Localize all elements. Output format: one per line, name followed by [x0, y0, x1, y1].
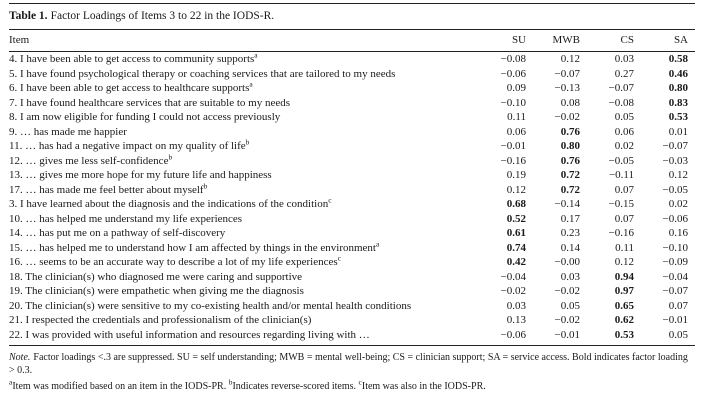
- loading-value: 0.07: [614, 183, 634, 196]
- loading-value: −0.16: [500, 154, 526, 167]
- item-text: 11. … has had a negative impact on my quality of life$^b$: [9, 139, 250, 152]
- table-footnotes: [9, 377, 695, 394]
- item-text: 7. I have found healthcare services that are suitable to my needs: [9, 96, 290, 109]
- loading-value: −0.02: [554, 314, 580, 326]
- item-text: 16. … seems to be an accurate way to describe a lot of my life experiences$^c$: [9, 255, 341, 268]
- table-row: [9, 96, 695, 111]
- loading-value: 0.13: [506, 314, 526, 326]
- loading-value: −0.10: [500, 96, 526, 109]
- table-row: [9, 255, 695, 270]
- loading-value: 0.11: [507, 111, 526, 123]
- loading-value: −0.07: [608, 82, 634, 94]
- table-row: [9, 52, 695, 67]
- item-text: 9. … has made me happier: [9, 125, 127, 138]
- loading-value: −0.09: [662, 256, 688, 268]
- footnote-marker: b: [203, 182, 208, 190]
- footnote-marker: b: [168, 153, 173, 161]
- loading-value: −0.05: [662, 183, 688, 196]
- loading-value: 0.06: [506, 125, 526, 138]
- loading-value: 0.52: [506, 212, 526, 225]
- loading-value: −0.04: [662, 270, 688, 283]
- loading-value: −0.02: [500, 285, 526, 297]
- loading-value: −0.03: [662, 154, 688, 167]
- column-header-su: SU: [479, 30, 533, 52]
- table-caption: [9, 10, 695, 23]
- loading-value: 0.12: [614, 256, 634, 268]
- loading-value: −0.01: [662, 314, 688, 326]
- footnote-marker: b: [228, 377, 233, 387]
- loading-value: 0.42: [506, 256, 526, 268]
- loading-value: 0.53: [587, 328, 641, 346]
- loading-value: 0.23: [560, 227, 580, 239]
- loading-value: −0.06: [662, 212, 688, 225]
- item-text: 4. I have been able to get access to community supports$^a$: [9, 51, 258, 65]
- table-row: [9, 284, 695, 299]
- loading-value: 0.16: [668, 227, 688, 239]
- footnote-marker: c: [328, 197, 332, 205]
- footnote-text: Item was modified based on an item in the IODS-PR.: [12, 381, 229, 392]
- factor-loadings-table: [9, 29, 695, 346]
- item-text: 19. The clinician(s) were empathetic when giving me the diagnosis: [9, 285, 304, 297]
- footnote-marker: a: [249, 81, 253, 89]
- loading-value: −0.07: [662, 285, 688, 297]
- loading-value: 0.05: [614, 111, 634, 123]
- item-text: 3. I have learned about the diagnosis and the indications of the condition$^c$: [9, 197, 332, 210]
- loading-value: −0.01: [533, 328, 587, 346]
- loading-value: −0.02: [554, 285, 580, 297]
- loading-value: 0.05: [560, 299, 580, 312]
- loading-value: −0.08: [500, 53, 526, 65]
- footnote-marker: c: [358, 377, 362, 387]
- table-row: [9, 81, 695, 96]
- loading-value: 0.02: [668, 198, 688, 210]
- top-rule: [9, 3, 695, 4]
- item-text: 22. I was provided with useful information and resources regarding living with …: [9, 328, 479, 346]
- loading-value: 0.12: [560, 53, 580, 65]
- table-row: [9, 328, 695, 346]
- table-row: [9, 168, 695, 183]
- item-text: 20. The clinician(s) were sensitive to my co-existing health and/or mental health conditions: [9, 299, 412, 312]
- footnote-text: Indicates reverse-scored items.: [232, 381, 359, 392]
- table-title: Factor Loadings of Items 3 to 22 in the IODS-R.: [50, 10, 275, 22]
- loading-value: 0.80: [560, 140, 580, 152]
- loading-value: 0.09: [506, 82, 526, 94]
- loading-value: 0.08: [560, 96, 580, 109]
- loading-value: 0.65: [614, 299, 634, 312]
- column-header-item: Item: [9, 30, 479, 52]
- loading-value: −0.07: [662, 140, 688, 152]
- loading-value: 0.80: [668, 82, 688, 94]
- loading-value: 0.94: [614, 270, 634, 283]
- table-body: [9, 52, 695, 346]
- loading-value: 0.11: [615, 241, 634, 254]
- column-header-cs: CS: [587, 30, 641, 52]
- loading-value: 0.19: [506, 169, 526, 181]
- loading-value: 0.05: [641, 328, 695, 346]
- loading-value: 0.72: [560, 183, 580, 196]
- loading-value: −0.06: [479, 328, 533, 346]
- loading-value: −0.11: [608, 169, 634, 181]
- table-row: [9, 197, 695, 212]
- loading-value: 0.46: [668, 67, 688, 80]
- loading-value: 0.03: [560, 270, 580, 283]
- loading-value: 0.62: [614, 314, 634, 326]
- loading-value: −0.02: [554, 111, 580, 123]
- table-row: [9, 154, 695, 169]
- item-text: 6. I have been able to get access to healthcare supports$^a$: [9, 81, 253, 94]
- loading-value: −0.16: [608, 227, 634, 239]
- table-row: [9, 270, 695, 285]
- header-row: [9, 30, 695, 52]
- loading-value: 0.03: [506, 299, 526, 312]
- loading-value: 0.27: [614, 67, 634, 80]
- item-text: 14. … has put me on a pathway of self-discovery: [9, 227, 226, 239]
- table-number: Table 1.: [9, 10, 48, 22]
- table-note: [9, 352, 695, 377]
- item-text: 12. … gives me less self-confidence$^b$: [9, 153, 173, 167]
- loading-value: 0.72: [560, 169, 580, 181]
- loading-value: 0.97: [614, 285, 634, 297]
- loading-value: −0.05: [608, 154, 634, 167]
- loading-value: −0.01: [500, 140, 526, 152]
- loading-value: 0.12: [668, 169, 688, 181]
- footnote-marker: c: [337, 255, 341, 263]
- loading-value: −0.07: [554, 67, 580, 80]
- loading-value: 0.58: [668, 53, 688, 65]
- loading-value: −0.06: [500, 67, 526, 80]
- item-text: 13. … gives me more hope for my future life and happiness: [9, 169, 272, 181]
- loading-value: 0.06: [614, 125, 634, 138]
- item-text: 8. I am now eligible for funding I could not access previously: [9, 111, 281, 123]
- table-row: [9, 299, 695, 314]
- loading-value: 0.02: [614, 140, 634, 152]
- footnote-marker: a: [254, 51, 258, 60]
- column-header-sa: SA: [641, 30, 695, 52]
- loading-value: 0.83: [668, 96, 688, 109]
- loading-value: 0.61: [506, 227, 526, 239]
- table-row: [9, 212, 695, 227]
- loading-value: 0.12: [506, 183, 526, 196]
- loading-value: 0.76: [560, 154, 580, 167]
- table-row: [9, 313, 695, 328]
- loading-value: −0.13: [554, 82, 580, 94]
- footnote-marker: a: [9, 377, 13, 387]
- item-text: 21. I respected the credentials and professionalism of the clinician(s): [9, 314, 312, 326]
- loading-value: −0.04: [500, 270, 526, 283]
- loading-value: −0.15: [608, 198, 634, 210]
- note-label: Note.: [9, 352, 31, 363]
- note-text: Factor loadings <.3 are suppressed. SU = self understanding; MWB = mental well-being; CS = clinician support; SA = service access. Bold indicates factor loading > 0.3.: [9, 352, 688, 376]
- loading-value: 0.07: [668, 299, 688, 312]
- loading-value: 0.53: [668, 111, 688, 123]
- loading-value: 0.74: [506, 241, 526, 254]
- loading-value: 0.01: [668, 125, 688, 138]
- item-text: 5. I have found psychological therapy or coaching services that are tailored to my needs: [9, 67, 396, 80]
- table-row: [9, 125, 695, 140]
- footnote-text: Item was also in the IODS-PR.: [361, 381, 486, 392]
- table-row: [9, 110, 695, 125]
- loading-value: 0.76: [560, 125, 580, 138]
- table-row: [9, 183, 695, 198]
- loading-value: −0.14: [554, 198, 580, 210]
- table-row: [9, 226, 695, 241]
- item-text: 17. … has made me feel better about myself$^b$: [9, 182, 208, 196]
- loading-value: 0.17: [560, 212, 580, 225]
- loading-value: 0.07: [614, 212, 634, 225]
- loading-value: 0.14: [560, 241, 580, 254]
- loading-value: −0.08: [608, 96, 634, 109]
- loading-value: 0.68: [506, 198, 526, 210]
- item-text: 15. … has helped me to understand how I am affected by things in the environment$^a$: [9, 240, 380, 254]
- table-row: [9, 241, 695, 256]
- table-row: [9, 139, 695, 154]
- table-row: [9, 67, 695, 82]
- footnote-marker: b: [245, 139, 250, 147]
- item-text: 18. The clinician(s) who diagnosed me were caring and supportive: [9, 270, 303, 283]
- column-header-mwb: MWB: [533, 30, 587, 52]
- footnote-marker: a: [376, 240, 380, 248]
- loading-value: 0.03: [614, 53, 634, 65]
- loading-value: −0.10: [662, 241, 688, 254]
- item-text: 10. … has helped me understand my life experiences: [9, 212, 243, 225]
- loading-value: −0.00: [554, 256, 580, 268]
